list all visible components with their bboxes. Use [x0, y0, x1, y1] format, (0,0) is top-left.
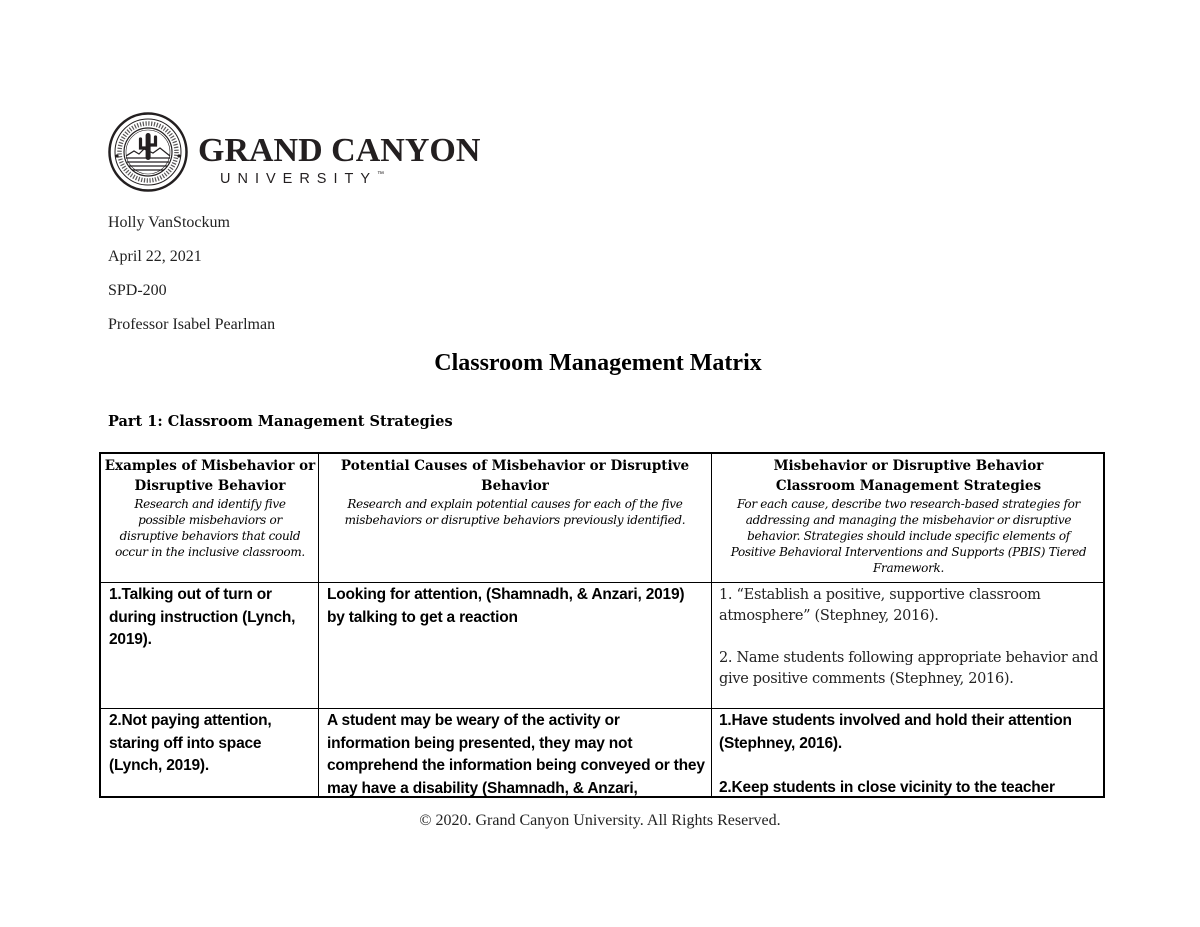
column-description: Research and identify five possible misbehaviors or disruptive behaviors that could occur in the inclusive classroom.	[115, 497, 305, 559]
university-name: GRAND CANYON	[198, 132, 481, 169]
strategy-item: 1. “Establish a positive, supportive classroom atmosphere” (Stephney, 2016).	[719, 587, 1041, 624]
university-logo	[108, 112, 488, 192]
copyright-footer: © 2020. Grand Canyon University. All Rights Reserved.	[419, 812, 781, 829]
part-title: Part 1: Classroom Management Strategies	[108, 413, 453, 430]
column-description: For each cause, describe two research-based strategies for addressing and managing the misbehavior or disruptive behavior. Strategies should include specific elements of Positive Behavioral Interventions and Supports (PBIS) Tiered Framework.	[730, 497, 1087, 575]
header-cell-strategies	[714, 456, 1103, 576]
header-cell-causes	[321, 456, 709, 528]
assignment-date: April 22, 2021	[108, 248, 202, 265]
university-subtitle: UNIVERSITY™	[220, 171, 385, 187]
column-divider	[711, 454, 712, 796]
document-title: Classroom Management Matrix	[434, 350, 762, 376]
table-cell-strategies	[719, 710, 1103, 798]
column-title: Examples of Misbehavior or Disruptive Behavior	[104, 458, 316, 494]
column-divider	[318, 454, 319, 796]
table-cell-behavior: 2.Not paying attention, staring off into space (Lynch, 2019).	[109, 712, 272, 774]
table-cell-strategies	[719, 585, 1103, 690]
column-title: Potential Causes of Misbehavior or Disruptive Behavior	[340, 458, 690, 494]
row-divider	[101, 582, 1103, 583]
column-description: Research and explain potential causes for each of the five misbehaviors or disruptive behaviors previously identified.	[344, 497, 686, 527]
row-divider	[101, 708, 1103, 709]
university-seal-icon	[108, 112, 188, 192]
table-cell-behavior: 1.Talking out of turn or during instruction (Lynch, 2019).	[109, 586, 296, 648]
table-cell-cause: Looking for attention, (Shamnadh, & Anzari, 2019) by talking to get a reaction	[327, 586, 685, 626]
table-cell-cause: A student may be weary of the activity or information being presented, they may not comprehend the information being conveyed or they may have a disability (Shamnadh, & Anzari,	[327, 712, 705, 797]
strategy-item: 1.Have students involved and hold their attention (Stephney, 2016).	[719, 712, 1072, 752]
professor-name: Professor Isabel Pearlman	[108, 316, 276, 333]
strategy-item: 2.Keep students in close vicinity to the teacher	[719, 779, 1055, 796]
column-title: Misbehavior or Disruptive Behavior Classroom Management Strategies	[773, 458, 1044, 494]
management-matrix-table	[99, 452, 1105, 798]
course-code: SPD-200	[108, 282, 167, 299]
student-name: Holly VanStockum	[108, 214, 230, 231]
strategy-item: 2. Name students following appropriate behavior and give positive comments (Stephney, 2016).	[719, 650, 1099, 687]
header-cell-behavior	[103, 456, 317, 560]
